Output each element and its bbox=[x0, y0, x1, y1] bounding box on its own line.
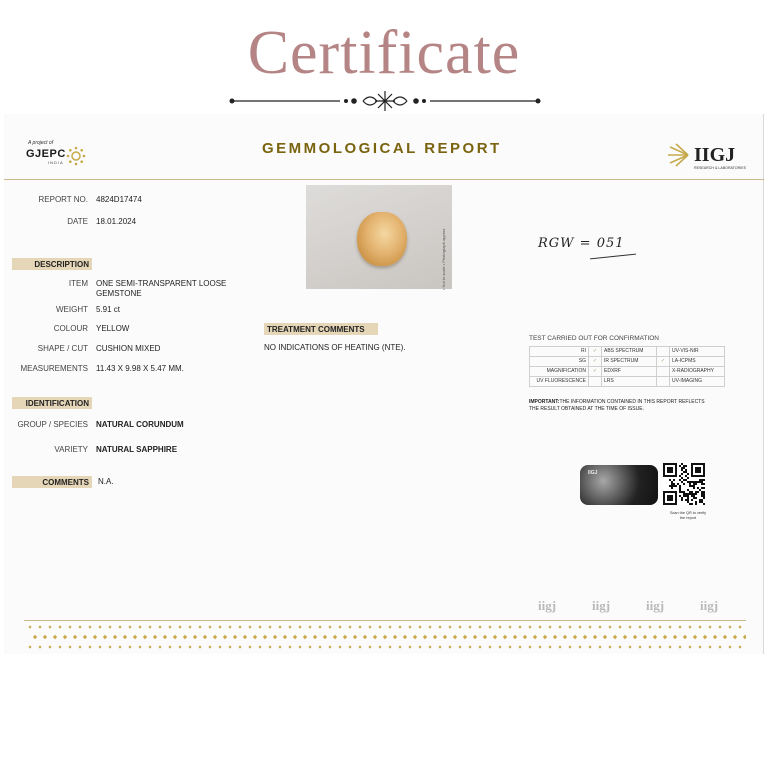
dot-ornament bbox=[518, 625, 521, 628]
dot-ornament bbox=[638, 625, 641, 628]
dot-ornament bbox=[268, 625, 271, 628]
dot-ornament bbox=[358, 645, 361, 648]
watermark-logo: iigj bbox=[538, 598, 557, 613]
watermark-logo: iigj bbox=[700, 598, 719, 613]
comments-heading: COMMENTS bbox=[12, 476, 92, 488]
date-value: 18.01.2024 bbox=[96, 217, 137, 226]
dot-ornament bbox=[468, 625, 471, 628]
dot-ornament bbox=[408, 645, 411, 648]
dot-ornament bbox=[278, 625, 281, 628]
ornament-divider bbox=[228, 88, 542, 114]
important-label: IMPORTANT: bbox=[529, 399, 560, 405]
dot-ornament bbox=[438, 645, 441, 648]
dot-ornament bbox=[348, 645, 351, 648]
dot-ornament bbox=[398, 645, 401, 648]
dot-ornament bbox=[488, 645, 491, 648]
dot-ornament bbox=[188, 645, 191, 648]
dot-ornament bbox=[598, 625, 601, 628]
dot-ornament bbox=[108, 625, 111, 628]
footer-rule bbox=[24, 620, 746, 621]
dot-ornament bbox=[628, 625, 631, 628]
dot-ornament bbox=[678, 645, 681, 648]
dot-ornament bbox=[478, 645, 481, 648]
dot-ornament bbox=[418, 645, 421, 648]
dot-ornament bbox=[168, 625, 171, 628]
dot-ornament bbox=[383, 635, 387, 639]
dot-ornament bbox=[318, 645, 321, 648]
dot-ornament bbox=[368, 625, 371, 628]
test-name: IR SPECTRUM bbox=[602, 357, 657, 367]
group-value: NATURAL CORUNDUM bbox=[96, 420, 184, 429]
dot-ornament bbox=[608, 645, 611, 648]
gjepc-subtitle: INDIA bbox=[48, 160, 64, 165]
dot-ornament bbox=[283, 635, 287, 639]
check-icon bbox=[589, 377, 602, 387]
dot-ornament bbox=[183, 635, 187, 639]
hologram-label: IIGJ bbox=[588, 470, 598, 476]
dot-ornament bbox=[693, 635, 697, 639]
dot-ornament bbox=[393, 635, 397, 639]
dot-ornament bbox=[303, 635, 307, 639]
dot-ornament bbox=[243, 635, 247, 639]
test-name: UV-VIS-NIR bbox=[670, 347, 725, 357]
dot-ornament bbox=[258, 625, 261, 628]
dot-ornament bbox=[618, 625, 621, 628]
dot-ornament bbox=[58, 645, 61, 648]
dot-ornament bbox=[208, 645, 211, 648]
dot-ornament bbox=[423, 635, 427, 639]
dot-ornament bbox=[653, 635, 657, 639]
dot-ornament bbox=[608, 625, 611, 628]
check-icon: ✓ bbox=[589, 367, 602, 377]
dot-ornament bbox=[158, 625, 161, 628]
report-no-value: 4824D17474 bbox=[96, 195, 142, 204]
dot-ornament bbox=[198, 645, 201, 648]
variety-label: VARIETY bbox=[54, 445, 88, 454]
dot-ornament bbox=[228, 625, 231, 628]
test-name: SG bbox=[530, 357, 589, 367]
dot-ornament bbox=[428, 625, 431, 628]
shape-value: CUSHION MIXED bbox=[96, 344, 161, 353]
dot-ornament bbox=[298, 645, 301, 648]
dot-ornament bbox=[83, 635, 87, 639]
dot-ornament bbox=[348, 625, 351, 628]
gemstone-image bbox=[357, 212, 407, 266]
weight-label: WEIGHT bbox=[56, 305, 88, 314]
tests-row bbox=[530, 367, 725, 377]
dot-ornament bbox=[463, 635, 467, 639]
dot-ornament bbox=[473, 635, 477, 639]
handwritten-note: RGW = 051 bbox=[538, 236, 625, 251]
dot-ornament bbox=[543, 635, 547, 639]
report-no-label: REPORT NO. bbox=[38, 195, 88, 204]
tests-table bbox=[529, 346, 725, 387]
dot-ornament bbox=[113, 635, 117, 639]
dot-ornament bbox=[168, 645, 171, 648]
dot-ornament bbox=[248, 645, 251, 648]
dot-ornament bbox=[688, 625, 691, 628]
identification-heading: IDENTIFICATION bbox=[12, 397, 92, 409]
dot-ornament bbox=[333, 635, 337, 639]
check-icon: ✓ bbox=[589, 347, 602, 357]
dot-ornament bbox=[273, 635, 277, 639]
dot-ornament bbox=[68, 625, 71, 628]
check-icon: ✓ bbox=[589, 357, 602, 367]
dot-ornament bbox=[328, 645, 331, 648]
colour-label: COLOUR bbox=[53, 324, 88, 333]
dot-ornament bbox=[523, 635, 527, 639]
dot-ornament bbox=[308, 625, 311, 628]
dot-ornament bbox=[128, 625, 131, 628]
dot-ornament bbox=[48, 645, 51, 648]
iigj-burst-icon bbox=[664, 142, 690, 168]
dot-ornament bbox=[343, 635, 347, 639]
dot-ornament bbox=[443, 635, 447, 639]
dot-ornament bbox=[738, 645, 741, 648]
dot-ornament bbox=[738, 625, 741, 628]
dot-ornament bbox=[28, 645, 31, 648]
banner-title: Certificate bbox=[247, 19, 521, 87]
dot-ornament bbox=[338, 645, 341, 648]
group-label: GROUP / SPECIES bbox=[17, 420, 88, 429]
dot-ornament bbox=[573, 635, 577, 639]
dot-ornament bbox=[513, 635, 517, 639]
tests-row bbox=[530, 357, 725, 367]
dot-ornament bbox=[508, 645, 511, 648]
dot-ornament bbox=[38, 645, 41, 648]
description-heading: DESCRIPTION bbox=[12, 258, 92, 270]
dot-ornament bbox=[728, 645, 731, 648]
important-text: THE INFORMATION CONTAINED IN THIS REPORT REFLECTS THE RESULT OBTAINED AT THE TIME OF ISSUE. bbox=[529, 399, 705, 412]
dot-ornament bbox=[723, 635, 727, 639]
photo-note: • Not to scale • Photograph approx. bbox=[441, 227, 446, 290]
comments-value: N.A. bbox=[98, 477, 114, 486]
dot-ornament bbox=[563, 635, 567, 639]
dot-ornament bbox=[498, 625, 501, 628]
dot-ornament bbox=[698, 645, 701, 648]
dot-ornament bbox=[623, 635, 627, 639]
dot-ornament bbox=[648, 625, 651, 628]
dot-ornament bbox=[223, 635, 227, 639]
dot-ornament bbox=[213, 635, 217, 639]
dot-ornament bbox=[448, 625, 451, 628]
dot-ornament bbox=[668, 645, 671, 648]
test-name: UV FLUORESCENCE bbox=[530, 377, 589, 387]
dot-ornament bbox=[248, 625, 251, 628]
dot-ornament bbox=[288, 645, 291, 648]
card-edge bbox=[763, 114, 764, 654]
dot-ornament bbox=[488, 625, 491, 628]
dot-ornament bbox=[198, 625, 201, 628]
dot-ornament bbox=[158, 645, 161, 648]
dot-ornament bbox=[288, 625, 291, 628]
dot-ornament bbox=[268, 645, 271, 648]
qr-code-icon[interactable] bbox=[663, 463, 705, 505]
weight-value: 5.91 ct bbox=[96, 305, 121, 314]
dot-ornament bbox=[128, 645, 131, 648]
dot-ornament bbox=[173, 635, 177, 639]
dot-ornament bbox=[708, 645, 711, 648]
dot-ornament bbox=[103, 635, 107, 639]
project-note: A project of bbox=[28, 140, 54, 146]
dot-ornament bbox=[548, 625, 551, 628]
dot-ornament bbox=[163, 635, 167, 639]
dot-ornament bbox=[643, 635, 647, 639]
dot-ornament bbox=[458, 625, 461, 628]
dot-ornament bbox=[368, 645, 371, 648]
dot-ornament bbox=[743, 635, 746, 639]
iigj-logo: IIGJ bbox=[694, 144, 736, 166]
dot-ornament bbox=[218, 625, 221, 628]
dot-ornament bbox=[533, 635, 537, 639]
dot-ornament bbox=[503, 635, 507, 639]
dot-ornament bbox=[553, 635, 557, 639]
dot-ornament bbox=[593, 635, 597, 639]
report-title: GEMMOLOGICAL REPORT bbox=[262, 140, 502, 157]
dot-ornament bbox=[298, 625, 301, 628]
dot-ornament bbox=[453, 635, 457, 639]
dot-ornament bbox=[498, 645, 501, 648]
dot-ornament bbox=[133, 635, 137, 639]
dot-ornament bbox=[378, 625, 381, 628]
dot-ornament bbox=[588, 625, 591, 628]
dot-ornament bbox=[578, 625, 581, 628]
dot-ornament bbox=[493, 635, 497, 639]
dot-ornament bbox=[633, 635, 637, 639]
check-icon: ✓ bbox=[657, 357, 670, 367]
dot-ornament bbox=[208, 625, 211, 628]
test-name: ABS SPECTRUM bbox=[602, 347, 657, 357]
header-rule bbox=[4, 179, 764, 180]
dot-ornament bbox=[358, 625, 361, 628]
dot-ornament bbox=[253, 635, 257, 639]
dot-ornament bbox=[313, 635, 317, 639]
test-name: UV-IMAGING bbox=[670, 377, 725, 387]
dot-ornament bbox=[88, 625, 91, 628]
dot-ornament bbox=[398, 625, 401, 628]
item-value-line2: GEMSTONE bbox=[96, 289, 142, 298]
dot-ornament bbox=[318, 625, 321, 628]
test-name: MAGNIFICATION bbox=[530, 367, 589, 377]
measurements-value: 11.43 X 9.98 X 5.47 MM. bbox=[96, 364, 184, 373]
dot-ornament bbox=[568, 625, 571, 628]
dot-ornament bbox=[483, 635, 487, 639]
dot-ornament bbox=[78, 625, 81, 628]
dot-ornament bbox=[638, 645, 641, 648]
dot-ornament bbox=[538, 645, 541, 648]
dot-ornament bbox=[558, 625, 561, 628]
gjepc-logo: GJEPC bbox=[26, 148, 66, 160]
dot-ornament bbox=[518, 645, 521, 648]
dot-ornament bbox=[588, 645, 591, 648]
important-note bbox=[529, 399, 709, 413]
dot-ornament bbox=[38, 625, 41, 628]
dot-ornament bbox=[98, 645, 101, 648]
watermark-logo: iigj bbox=[592, 598, 611, 613]
dot-ornament bbox=[33, 635, 37, 639]
dot-ornament bbox=[363, 635, 367, 639]
dot-ornament bbox=[193, 635, 197, 639]
dot-ornament bbox=[728, 625, 731, 628]
dot-ornament bbox=[688, 645, 691, 648]
check-icon bbox=[657, 347, 670, 357]
dot-ornament bbox=[78, 645, 81, 648]
variety-value: NATURAL SAPPHIRE bbox=[96, 445, 178, 454]
dot-ornament bbox=[68, 645, 71, 648]
dot-ornament bbox=[43, 635, 47, 639]
dot-ornament bbox=[583, 635, 587, 639]
dot-ornament bbox=[433, 635, 437, 639]
item-value-line1: ONE SEMI-TRANSPARENT LOOSE bbox=[96, 279, 227, 288]
tests-row bbox=[530, 347, 725, 357]
dot-ornament bbox=[143, 635, 147, 639]
test-name: LRS bbox=[602, 377, 657, 387]
dot-ornament bbox=[458, 645, 461, 648]
dot-ornament bbox=[708, 625, 711, 628]
dot-ornament bbox=[73, 635, 77, 639]
test-name: LA-ICPMS bbox=[670, 357, 725, 367]
dot-ornament bbox=[648, 645, 651, 648]
test-name: X-RADIOGRAPHY bbox=[670, 367, 725, 377]
dot-ornament bbox=[28, 625, 31, 628]
dot-ornament bbox=[218, 645, 221, 648]
dot-ornament bbox=[508, 625, 511, 628]
dot-ornament bbox=[153, 635, 157, 639]
dot-ornament bbox=[188, 625, 191, 628]
dot-ornament bbox=[413, 635, 417, 639]
dot-ornament bbox=[58, 625, 61, 628]
dot-ornament bbox=[278, 645, 281, 648]
dot-ornament bbox=[323, 635, 327, 639]
dot-ornament bbox=[718, 625, 721, 628]
dot-ornament bbox=[353, 635, 357, 639]
dot-ornament bbox=[98, 625, 101, 628]
dot-ornament bbox=[263, 635, 267, 639]
dot-ornament bbox=[698, 625, 701, 628]
dot-ornament bbox=[438, 625, 441, 628]
dot-ornament bbox=[148, 645, 151, 648]
dot-ornament bbox=[93, 635, 97, 639]
dot-ornament bbox=[528, 625, 531, 628]
dot-ornament bbox=[613, 635, 617, 639]
dot-ornament bbox=[63, 635, 67, 639]
qr-caption: Scan the QR to verify the report bbox=[669, 511, 707, 520]
test-name: EDXRF bbox=[602, 367, 657, 377]
dot-ornament bbox=[618, 645, 621, 648]
dot-ornament bbox=[668, 625, 671, 628]
iigj-subtitle: RESEARCH & LABORATORIES bbox=[694, 166, 746, 170]
dot-ornament bbox=[138, 645, 141, 648]
measurements-label: MEASUREMENTS bbox=[20, 364, 88, 373]
dot-ornament bbox=[713, 635, 717, 639]
dot-ornament bbox=[548, 645, 551, 648]
dot-ornament bbox=[478, 625, 481, 628]
dot-ornament bbox=[428, 645, 431, 648]
dotted-border bbox=[24, 622, 746, 652]
watermark-logo: iigj bbox=[646, 598, 665, 613]
dot-ornament bbox=[733, 635, 737, 639]
dot-ornament bbox=[408, 625, 411, 628]
dot-ornament bbox=[388, 625, 391, 628]
dot-ornament bbox=[388, 645, 391, 648]
dot-ornament bbox=[238, 645, 241, 648]
dot-ornament bbox=[238, 625, 241, 628]
dot-ornament bbox=[658, 645, 661, 648]
dot-ornament bbox=[703, 635, 707, 639]
test-name: RI bbox=[530, 347, 589, 357]
colour-value: YELLOW bbox=[96, 324, 130, 333]
dot-ornament bbox=[373, 635, 377, 639]
check-icon bbox=[657, 367, 670, 377]
tests-heading: TEST CARRIED OUT FOR CONFIRMATION bbox=[529, 335, 660, 342]
dot-ornament bbox=[148, 625, 151, 628]
dot-ornament bbox=[338, 625, 341, 628]
dot-ornament bbox=[663, 635, 667, 639]
dot-ornament bbox=[118, 645, 121, 648]
dot-ornament bbox=[328, 625, 331, 628]
dot-ornament bbox=[178, 645, 181, 648]
treatment-heading: TREATMENT COMMENTS bbox=[264, 323, 378, 335]
dot-ornament bbox=[538, 625, 541, 628]
dot-ornament bbox=[418, 625, 421, 628]
dot-ornament bbox=[558, 645, 561, 648]
shape-label: SHAPE / CUT bbox=[37, 344, 88, 353]
dot-ornament bbox=[673, 635, 677, 639]
dot-ornament bbox=[678, 625, 681, 628]
dot-ornament bbox=[628, 645, 631, 648]
dot-ornament bbox=[48, 625, 51, 628]
item-label: ITEM bbox=[68, 279, 88, 288]
dot-ornament bbox=[123, 635, 127, 639]
dot-ornament bbox=[308, 645, 311, 648]
date-label: DATE bbox=[67, 217, 88, 226]
dot-ornament bbox=[53, 635, 57, 639]
dot-ornament bbox=[598, 645, 601, 648]
dot-ornament bbox=[233, 635, 237, 639]
dot-ornament bbox=[403, 635, 407, 639]
dot-ornament bbox=[568, 645, 571, 648]
dot-ornament bbox=[138, 625, 141, 628]
dot-ornament bbox=[683, 635, 687, 639]
dot-ornament bbox=[658, 625, 661, 628]
check-icon bbox=[657, 377, 670, 387]
tests-row bbox=[530, 377, 725, 387]
dot-ornament bbox=[603, 635, 607, 639]
dot-ornament bbox=[378, 645, 381, 648]
dot-ornament bbox=[178, 625, 181, 628]
dot-ornament bbox=[528, 645, 531, 648]
dot-ornament bbox=[578, 645, 581, 648]
treatment-value: NO INDICATIONS OF HEATING (NTE). bbox=[264, 343, 406, 352]
gjepc-sun-icon bbox=[66, 146, 86, 166]
dot-ornament bbox=[718, 645, 721, 648]
dot-ornament bbox=[228, 645, 231, 648]
dot-ornament bbox=[118, 625, 121, 628]
dot-ornament bbox=[258, 645, 261, 648]
dot-ornament bbox=[448, 645, 451, 648]
dot-ornament bbox=[203, 635, 207, 639]
dot-ornament bbox=[293, 635, 297, 639]
dot-ornament bbox=[88, 645, 91, 648]
dot-ornament bbox=[468, 645, 471, 648]
dot-ornament bbox=[108, 645, 111, 648]
